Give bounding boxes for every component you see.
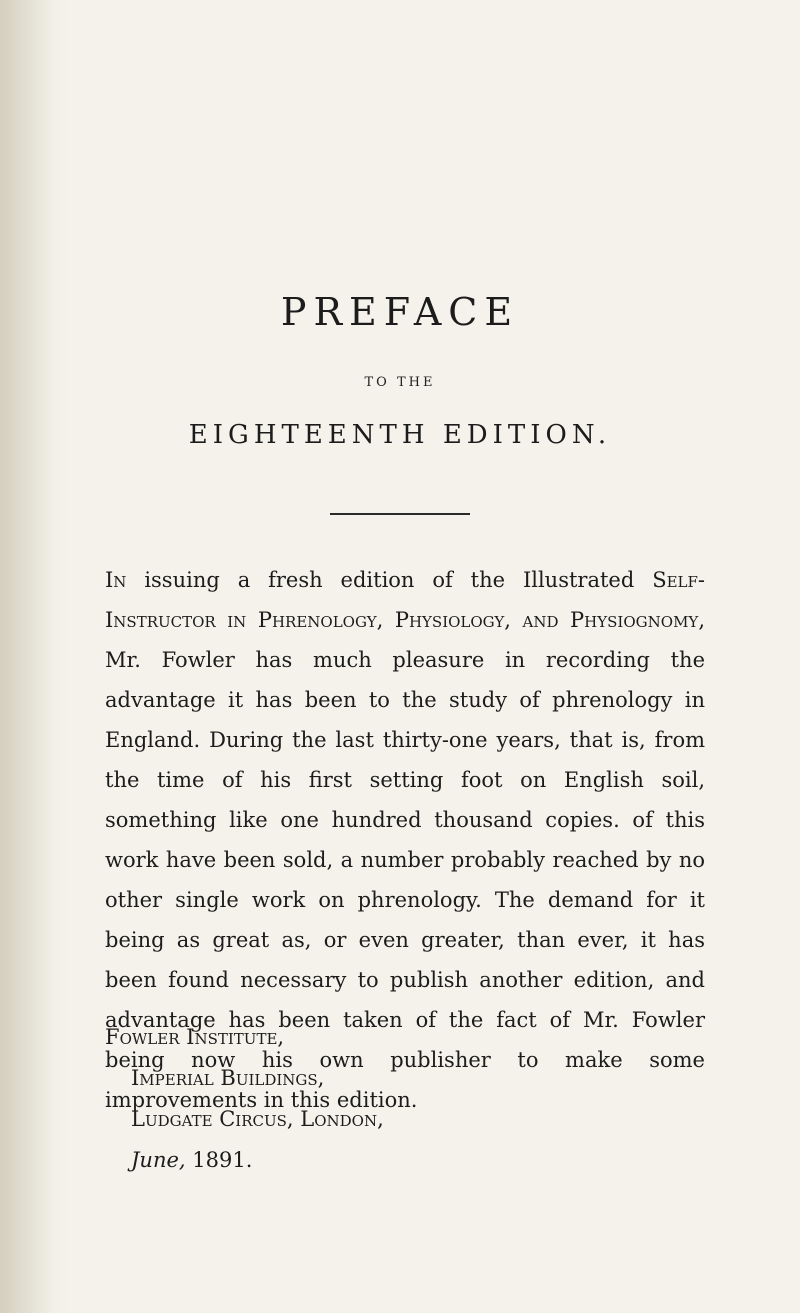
date-year: 1891. (185, 1148, 253, 1172)
subtitle-to-the: TO THE (364, 375, 436, 390)
signature-date (105, 1140, 384, 1181)
date-month: June, (131, 1148, 186, 1172)
page-edge-shadow (0, 0, 55, 1313)
paragraph-text-2: Mr. Fowler has much pleasure in recording the advantage it has been to the study of phrenology in England. During the last thirty-one years, that is, from the time of his first setting foot on English soil, something like one hundred thousand copies. of this work have been sold, a number probably reached by no other single work on phrenology. The demand for it being as great as, or even greater, than ever, it has been found necessary to publish another edition, and advantage has been taken of the fact of Mr. Fowler being now his own publisher to make some improvements in this edition. (105, 648, 705, 1112)
book-title: Self-Instructor in Phrenology, Physiology, and Physiognomy, (105, 568, 705, 632)
signature-line-address: Ludgate Circus, London, (131, 1107, 384, 1131)
divider-rule (330, 513, 470, 515)
subtitle-edition: EIGHTEENTH EDITION. (188, 420, 612, 450)
page-title: PREFACE (280, 290, 520, 334)
signature-line-buildings: Imperial Buildings, (131, 1066, 325, 1090)
signature-block (105, 1017, 384, 1181)
paragraph-lead: In (105, 568, 127, 592)
paragraph-text-1: issuing a fresh edition of the Illustrated (126, 568, 653, 592)
signature-line-institute: Fowler Institute, (105, 1025, 285, 1049)
